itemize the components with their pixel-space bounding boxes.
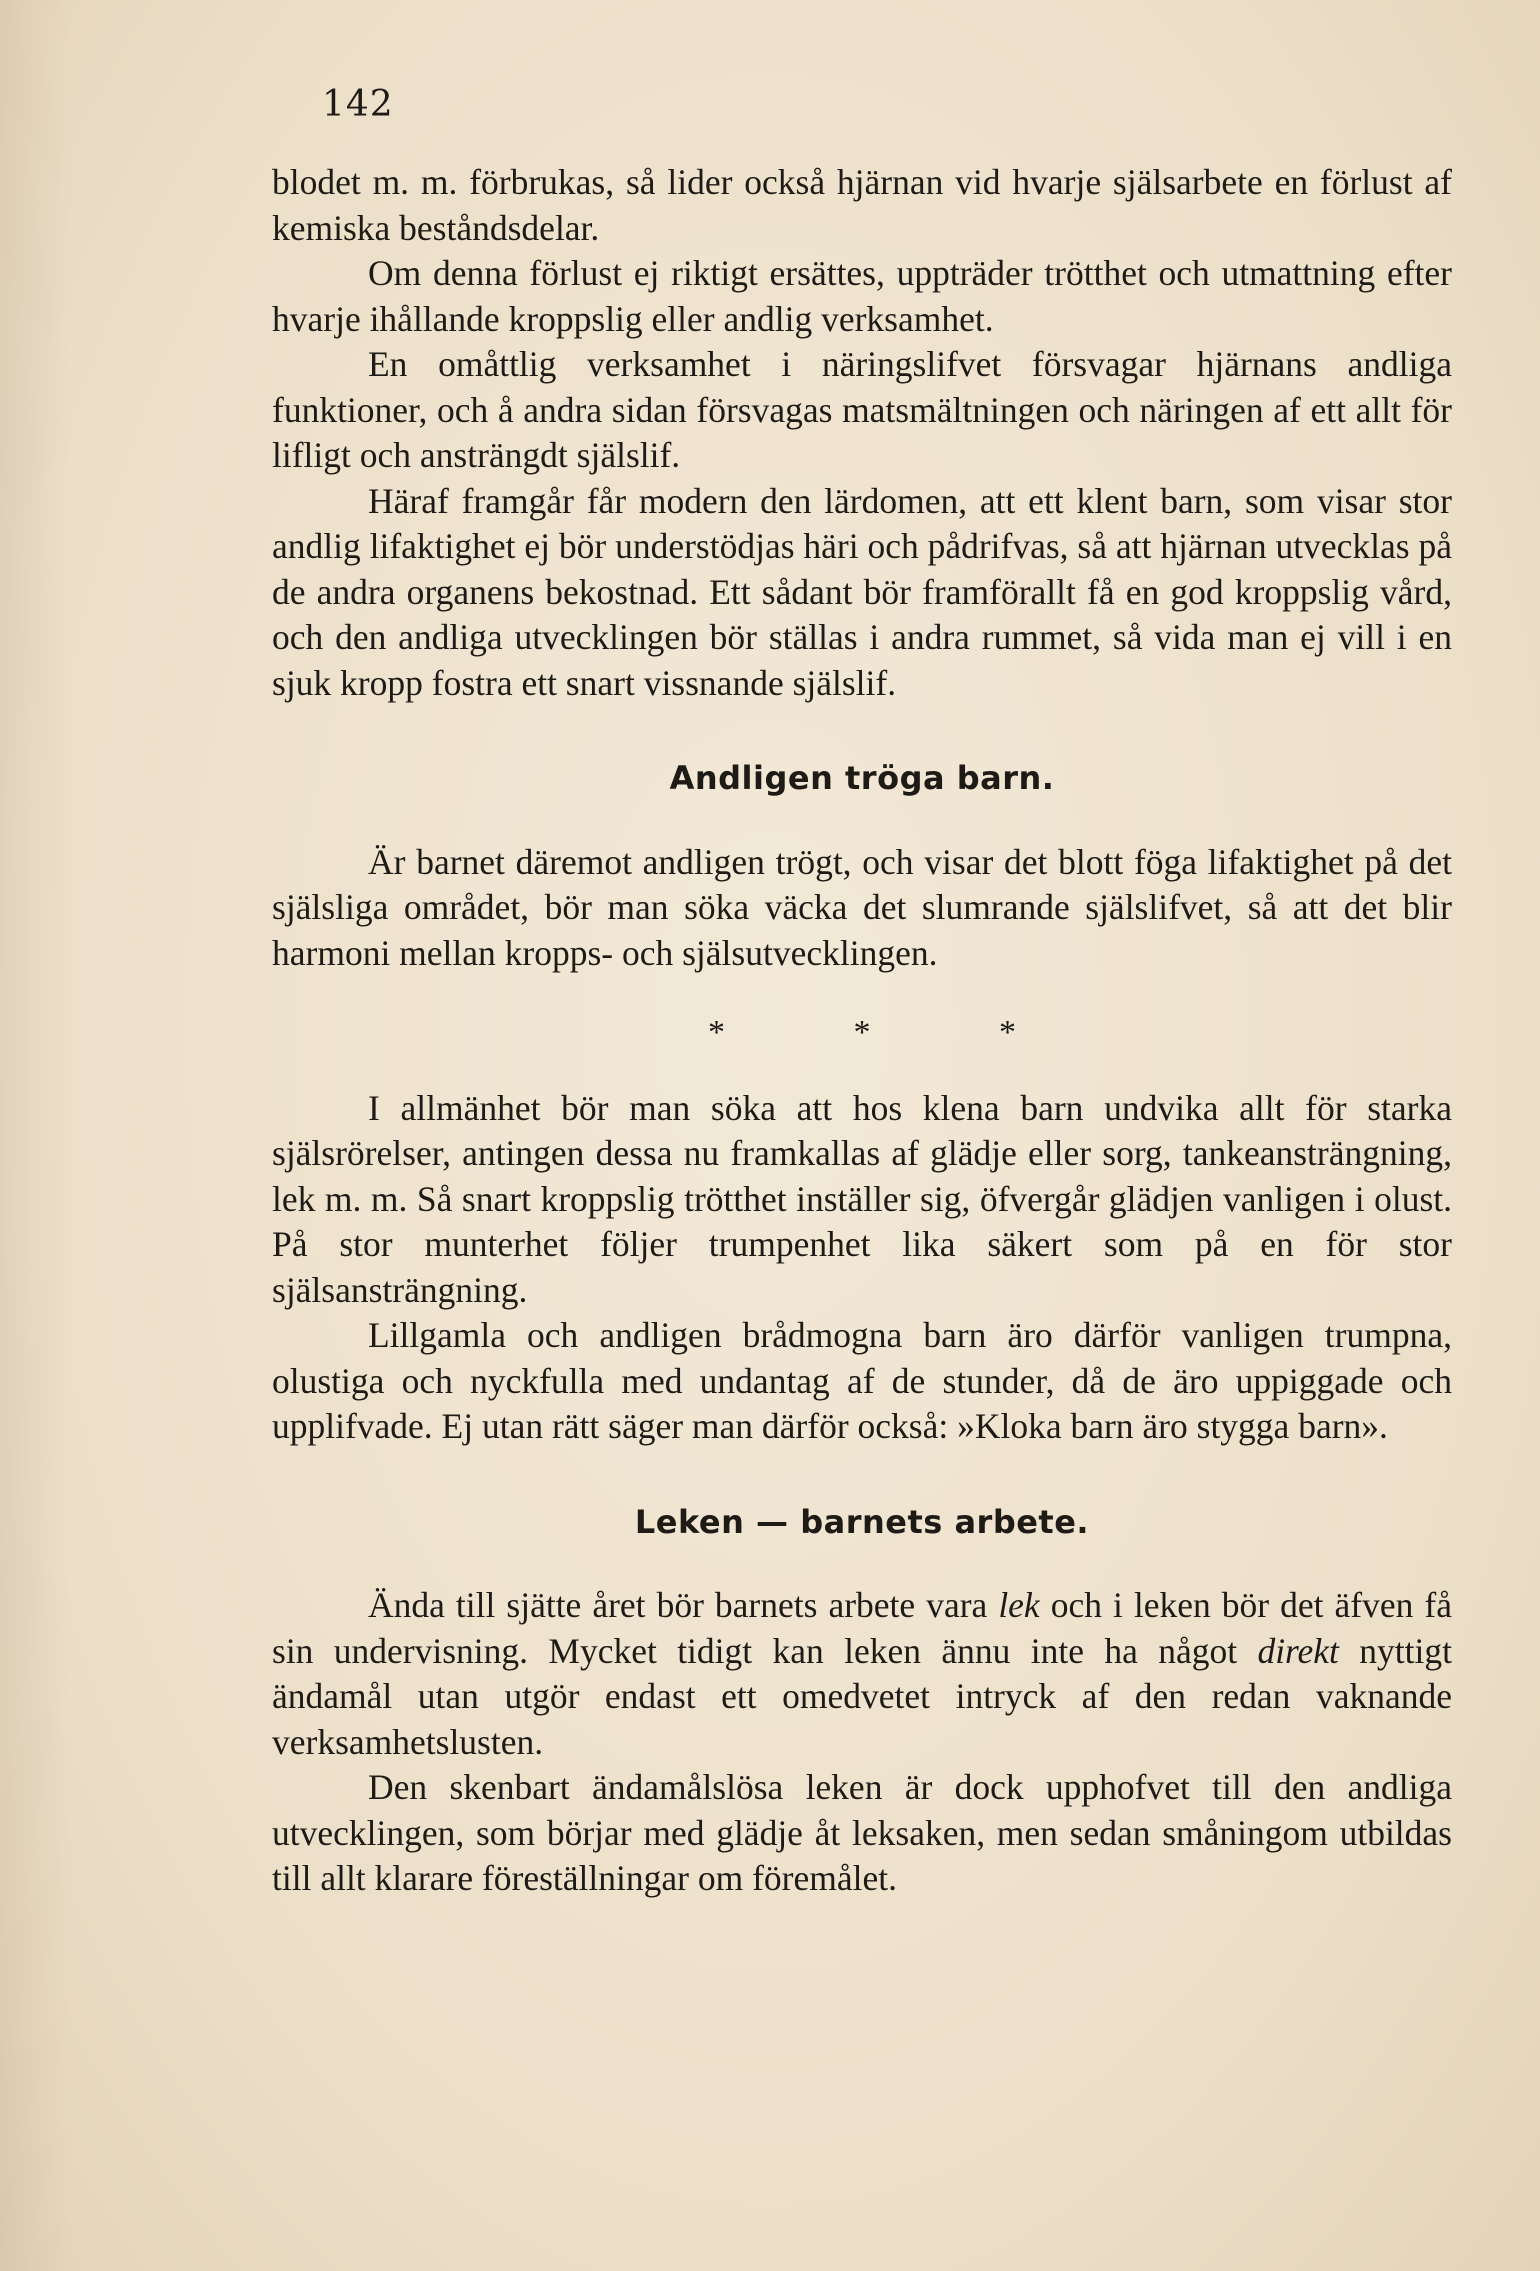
- paragraph: Häraf framgår får modern den lärdomen, att ett klent barn, som visar stor andlig lifaktighet ej bör understödjas häri och pådrifvas, så att hjärnan utvecklas på de andra organens bekostnad. Ett sådant bör framförallt få en god kroppslig vård, och den andliga utvecklingen bör ställas i andra rummet, så vida man ej vill i en sjuk kropp fostra ett snart vissnande själslif.: [272, 480, 1452, 703]
- paragraph: Är barnet däremot andligen trögt, och visar det blott föga lifaktighet på det själsliga området, bör man söka väcka det slumrande själslifvet, så att det blir harmoni mellan kropps- och själsutvecklingen.: [272, 841, 1452, 973]
- paragraph-text: Ända till sjätte året bör barnets arbete vara: [368, 1585, 999, 1625]
- section-separator: * * *: [708, 1014, 1076, 1051]
- paragraph-text: nyttigt ändamål utan utgör endast ett omedvetet intryck af den redan vaknande verksamhetslusten.: [272, 1630, 1453, 1762]
- paragraph: En omåttlig verksamhet i näringslifvet försvagar hjärnans andliga funktioner, och å andra sidan försvagas matsmältningen och näringen af ett allt för lifligt och ansträngdt själslif.: [272, 344, 1452, 475]
- section-heading: Leken — barnets arbete.: [634, 1502, 1090, 1541]
- emphasis: direkt: [1257, 1630, 1339, 1671]
- paragraph: Den skenbart ändamålslösa leken är dock upphofvet till den andliga utvecklingen, som börjar med glädje åt leksaken, men sedan småningom utbildas till allt klarare föreställningar om föremålet.: [272, 1767, 1452, 1898]
- paragraph: Om denna förlust ej riktigt ersättes, uppträder trötthet och utmattning efter hvarje ihållande kroppslig eller andlig verksamhet.: [272, 253, 1452, 339]
- paragraph: Lillgamla och andligen brådmogna barn äro därför vanligen trumpna, olustiga och nyckfulla med undantag af de stunder, då de äro uppiggade och upplifvade. Ej utan rätt säger man därför också: »Kloka barn äro stygga barn».: [272, 1315, 1452, 1446]
- emphasis: lek: [998, 1585, 1040, 1625]
- section-heading: Andligen tröga barn.: [669, 759, 1055, 797]
- paragraph: I allmänhet bör man söka att hos klena barn undvika allt för starka själsrörelser, antingen dessa nu framkallas af glädje eller sorg, tankeansträngning, lek m. m. Så snart kroppslig trötthet inställer sig, öfvergår glädjen vanligen i olust. På stor munterhet följer trumpenhet lika säkert som på en för stor själsansträngning.: [272, 1087, 1452, 1310]
- page-text: [272, 160, 1452, 1902]
- page-number: 142: [322, 84, 394, 125]
- paragraph-text: och i leken bör det äfven få sin undervisning. Mycket tidigt kan leken ännu inte ha något: [272, 1585, 1452, 1671]
- paragraph: blodet m. m. förbrukas, så lider också hjärnan vid hvarje själsarbete en förlust af kemiska beståndsdelar.: [272, 162, 1452, 248]
- paragraph: [272, 1583, 1452, 1765]
